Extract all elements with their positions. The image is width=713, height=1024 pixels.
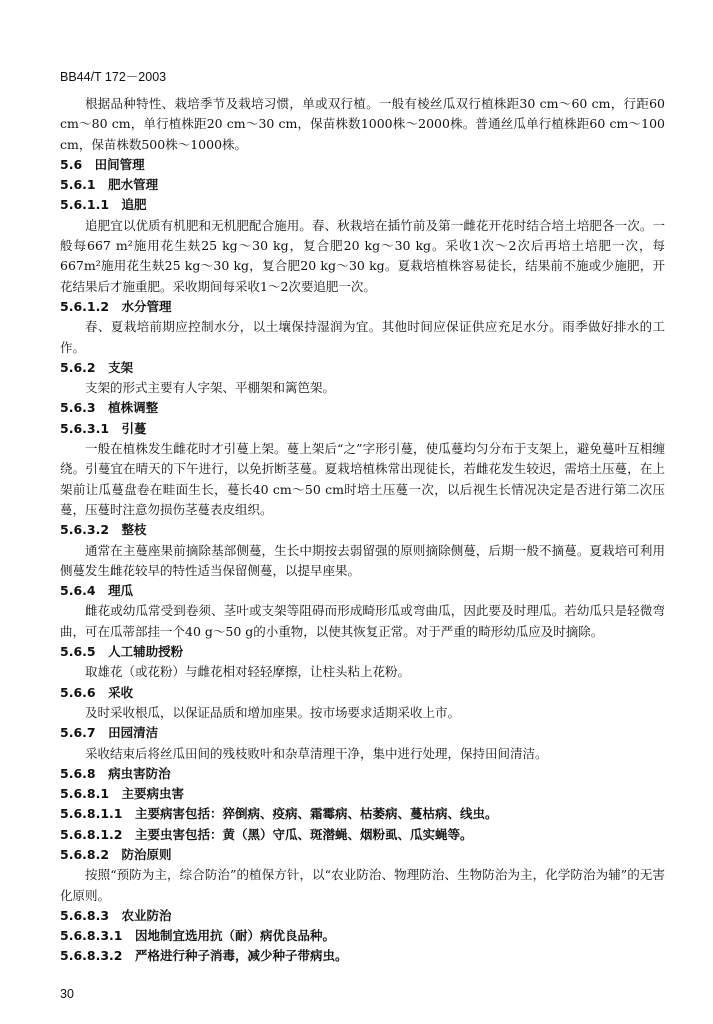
section-heading: 5.6.6 采收 (60, 684, 134, 700)
section-heading: 5.6.4 理瓜 (60, 583, 134, 599)
section-heading: 5.6.5 人工辅助授粉 (60, 644, 184, 660)
paragraph: 根据品种特性、栽培季节及栽培习惯，单或双行植。一般有棱丝瓜双行植株距30 cm～60 cm，行距60 cm～80 cm，单行植株距20 cm～30 cm，保苗株数1000株～2000株。普通丝瓜单行植株距60 cm～100 cm，保苗株数500株～1000株。 (60, 96, 665, 152)
section-heading: 5.6.1.2 水分管理 (60, 298, 172, 314)
paragraph: 支架的形式主要有人字架、平棚架和篱笆架。 (85, 380, 336, 396)
section-heading: 5.6.1 肥水管理 (60, 177, 159, 193)
paragraph: 及时采收根瓜，以保证品质和增加座果。按市场要求适期采收上市。 (85, 704, 461, 720)
section-heading: 5.6.8.1 主要病虫害 (60, 786, 185, 802)
paragraph: 春、夏栽培前期应控制水分，以土壤保持湿润为宜。其他时间应保证供应充足水分。雨季做好排水的工作。 (60, 319, 665, 355)
paragraph: 通常在主蔓座果前摘除基部侧蔓，生长中期按去弱留强的原则摘除侧蔓，后期一般不摘蔓。夏栽培可利用侧蔓发生雌花较早的特性适当保留侧蔓，以提早座果。 (60, 542, 665, 578)
section-heading: 5.6.8.1.1 主要病害包括：猝倒病、疫病、霜霉病、枯萎病、蔓枯病、线虫。 (60, 806, 498, 822)
section-heading: 5.6.1.1 追肥 (60, 197, 147, 213)
paragraph: 一般在植株发生雌花时才引蔓上架。蔓上架后“之”字形引蔓，使瓜蔓均匀分布于支架上，避免蔓叶互相缠绕。引蔓宜在晴天的下午进行，以免折断茎蔓。夏栽培植株常出现徒长，若雌花发生较迟，需培土压蔓，在上架前让瓜蔓盘卷在畦面生长，蔓长40 cm～50 cm时培土压蔓一次，以后视生长情况决定是否进行第二次压蔓，压蔓时注意勿损伤茎蔓表皮组织。 (60, 441, 665, 517)
section-heading: 5.6.8 病虫害防治 (60, 765, 171, 781)
standard-number: BB44/T 172－2003 (60, 70, 167, 84)
section-heading: 5.6.8.1.2 主要虫害包括：黄（黑）守瓜、斑潜蝇、烟粉虱、瓜实蝇等。 (60, 826, 473, 842)
section-heading: 5.6 田间管理 (60, 156, 145, 172)
section-heading: 5.6.3.1 引蔓 (60, 420, 147, 436)
document-body (60, 94, 665, 967)
paragraph: 按照“预防为主，综合防治”的植保方针，以“农业防治、物理防治、生物防治为主，化学防治为辅”的无害化原则。 (60, 867, 665, 903)
section-heading: 5.6.7 田园清洁 (60, 725, 159, 741)
section-heading: 5.6.2 支架 (60, 359, 134, 375)
section-heading: 5.6.3.2 整枝 (60, 522, 147, 538)
paragraph: 取雄花（或花粉）与雌花相对轻轻摩擦，让柱头粘上花粉。 (85, 664, 411, 680)
section-heading: 5.6.8.2 防治原则 (60, 846, 172, 862)
section-heading: 5.6.3 植株调整 (60, 400, 159, 416)
paragraph: 追肥宜以优质有机肥和无机肥配合施用。春、秋栽培在插竹前及第一雌花开花时结合培土培肥各一次。一般每667 m²施用花生麸25 kg～30 kg，复合肥20 kg～30 kg。采收1次～2次后再培土培肥一次，每667m²施用花生麸25 kg～30 kg，复合肥20 kg～30 kg。夏栽培植株容易徒长，结果前不施或少施肥，开花结果后才施重肥。采收期间每采收1～2次要追肥一次。 (60, 217, 665, 294)
page-number: 30 (60, 987, 74, 1001)
section-heading: 5.6.8.3 农业防治 (60, 907, 172, 923)
paragraph: 雌花或幼瓜常受到卷须、茎叶或支架等阻碍而形成畸形瓜或弯曲瓜，因此要及时理瓜。若幼瓜只是轻微弯曲，可在瓜蒂部挂一个40 g～50 g的小重物，以使其恢复正常。对于严重的畸形幼瓜应及时摘除。 (60, 603, 665, 639)
paragraph: 采收结束后将丝瓜田间的残枝败叶和杂草清理干净，集中进行处理，保持田间清洁。 (85, 745, 548, 761)
section-heading: 5.6.8.3.1 因地制宜选用抗（耐）病优良品种。 (60, 928, 335, 944)
section-heading: 5.6.8.3.2 严格进行种子消毒，减少种子带病虫。 (60, 948, 348, 964)
